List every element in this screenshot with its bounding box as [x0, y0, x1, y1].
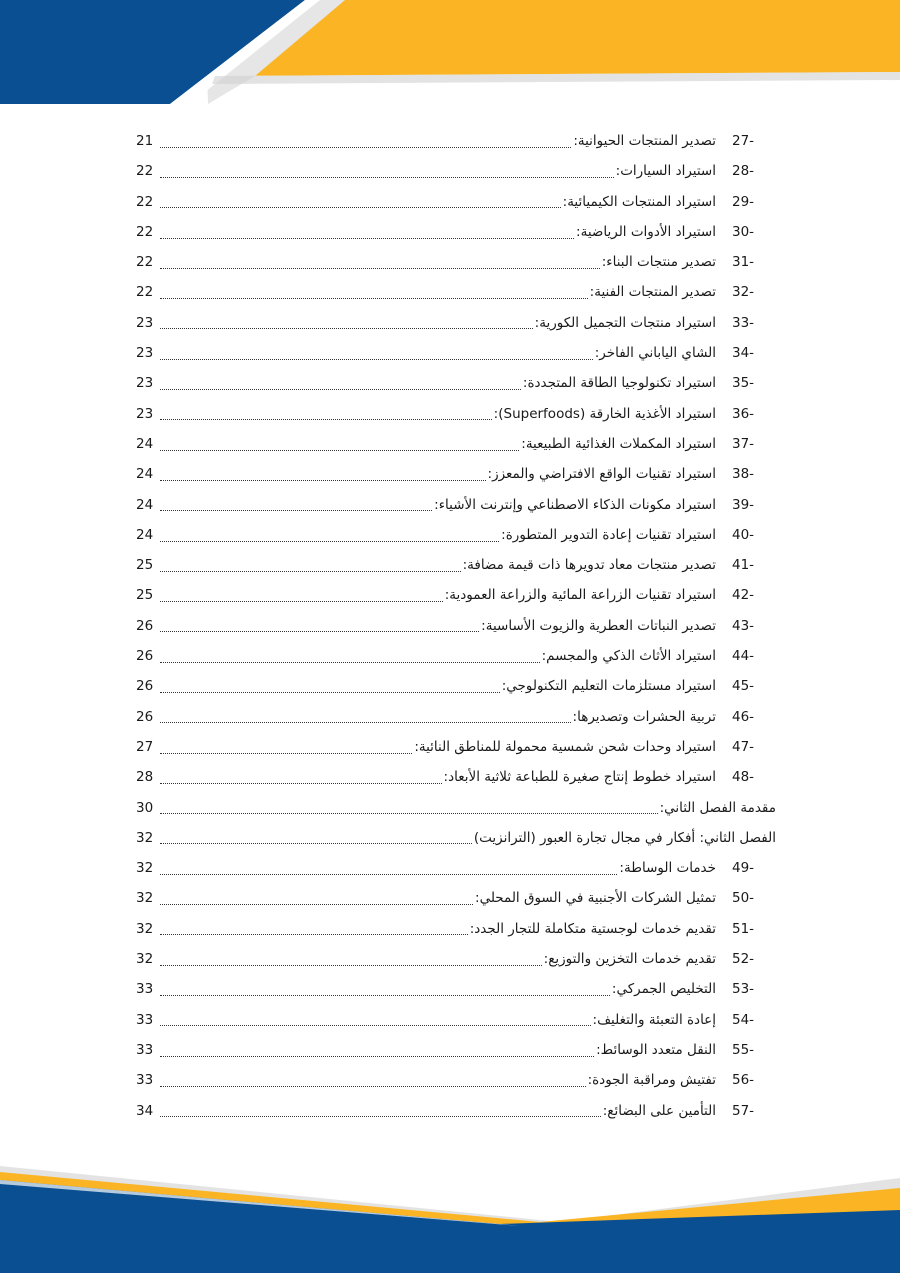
toc-entry-page: 33 — [136, 1041, 154, 1058]
toc-entry-number: 44- — [732, 648, 755, 665]
dot-leader — [160, 450, 519, 451]
toc-entry-number: 41- — [732, 557, 755, 574]
dot-leader — [160, 207, 561, 208]
toc-entry[interactable] — [136, 853, 776, 883]
toc-entry-page: 32 — [136, 860, 154, 877]
toc-entry-number: 37- — [732, 435, 755, 452]
toc-entry-number: 33- — [732, 314, 755, 331]
toc-entry[interactable] — [136, 126, 776, 156]
toc-entry-page: 25 — [136, 557, 154, 574]
toc-entry-title: استيراد وحدات شحن شمسية محمولة للمناطق النائية: — [414, 738, 716, 755]
dot-leader — [160, 904, 473, 905]
toc-entry-page: 28 — [136, 769, 154, 786]
toc-entry-page: 32 — [136, 951, 154, 968]
toc-entry-title: استيراد تقنيات الزراعة المائية والزراعة العمودية: — [444, 587, 716, 604]
toc-entry-title: تربية الحشرات وتصديرها: — [572, 708, 716, 725]
toc-entry-title: استيراد مكونات الذكاء الاصطناعي وإنترنت الأشياء: — [434, 496, 716, 513]
toc-entry-title: تفتيش ومراقبة الجودة: — [587, 1072, 716, 1089]
toc-entry-number: 40- — [732, 526, 755, 543]
toc-entry-number: 57- — [732, 1102, 755, 1119]
toc-entry[interactable] — [136, 247, 776, 277]
dot-leader — [160, 813, 658, 814]
dot-leader — [160, 480, 486, 481]
toc-entry[interactable] — [136, 1065, 776, 1095]
toc-entry-title: تقديم خدمات لوجستية متكاملة للتجار الجدد: — [469, 920, 716, 937]
dot-leader — [160, 965, 542, 966]
toc-entry-title: الشاي الياباني الفاخر: — [594, 345, 716, 362]
toc-entry-number: 31- — [732, 254, 755, 271]
dot-leader — [160, 995, 610, 996]
toc-entry[interactable] — [136, 277, 776, 307]
toc-entry[interactable] — [136, 914, 776, 944]
toc-entry-number: 32- — [732, 284, 755, 301]
toc-entry[interactable] — [136, 702, 776, 732]
header-decoration — [0, 0, 900, 110]
toc-entry-title: تمثيل الشركات الأجنبية في السوق المحلي: — [475, 890, 716, 907]
toc-entry[interactable] — [136, 156, 776, 186]
toc-entry-page: 33 — [136, 1072, 154, 1089]
dot-leader — [160, 1086, 586, 1087]
dot-leader — [160, 1056, 594, 1057]
toc-entry-number: 36- — [732, 405, 755, 422]
dot-leader — [160, 843, 472, 844]
toc-entry-title: استيراد السيارات: — [615, 163, 716, 180]
toc-entry-page: 21 — [136, 133, 154, 149]
toc-entry-number: 42- — [732, 587, 755, 604]
toc-entry-page: 22 — [136, 254, 154, 271]
toc-entry-title: تصدير المنتجات الحيوانية: — [573, 133, 716, 149]
toc-entry[interactable] — [136, 459, 776, 489]
toc-entry-page: 27 — [136, 738, 154, 755]
dot-leader — [160, 783, 442, 784]
toc-entry[interactable] — [136, 520, 776, 550]
toc-entry-title: استيراد مستلزمات التعليم التكنولوجي: — [501, 678, 716, 695]
toc-entry[interactable] — [136, 399, 776, 429]
toc-entry[interactable] — [136, 732, 776, 762]
toc-entry-title: استيراد تقنيات الواقع الافتراضي والمعزز: — [487, 466, 716, 483]
toc-entry-title: التخليص الجمركي: — [611, 981, 716, 998]
toc-entry-page: 22 — [136, 284, 154, 301]
toc-entry-title: استيراد الأغذية الخارقة (Superfoods): — [493, 405, 716, 422]
toc-entry-title: مقدمة الفصل الثاني: — [659, 799, 776, 816]
toc-entry-page: 32 — [136, 920, 154, 937]
toc-entry-page: 26 — [136, 648, 154, 665]
toc-entry-page: 24 — [136, 466, 154, 483]
toc-entry[interactable] — [136, 793, 776, 823]
toc-entry-page: 22 — [136, 193, 154, 210]
toc-entry-page: 32 — [136, 829, 154, 846]
toc-entry-number: 51- — [732, 920, 755, 937]
toc-entry-title: تصدير منتجات معاد تدويرها ذات قيمة مضافة: — [462, 557, 716, 574]
dot-leader — [160, 601, 443, 602]
toc-entry[interactable] — [136, 1005, 776, 1035]
toc-entry-page: 22 — [136, 223, 154, 240]
toc-entry-number: 47- — [732, 738, 755, 755]
toc-entry-page: 23 — [136, 345, 154, 362]
toc-entry-page: 24 — [136, 496, 154, 513]
toc-entry[interactable] — [136, 641, 776, 671]
toc-entry-page: 22 — [136, 163, 154, 180]
toc-entry-title: تقديم خدمات التخزين والتوزيع: — [543, 951, 716, 968]
toc-entry[interactable] — [136, 187, 776, 217]
toc-entry[interactable] — [136, 490, 776, 520]
dot-leader — [160, 419, 492, 420]
toc-entry-page: 23 — [136, 375, 154, 392]
dot-leader — [160, 298, 588, 299]
toc-entry-page: 24 — [136, 435, 154, 452]
toc-entry-number: 43- — [732, 617, 755, 634]
toc-entry[interactable] — [136, 762, 776, 792]
dot-leader — [160, 692, 500, 693]
toc-entry-number: 28- — [732, 163, 755, 180]
table-of-contents — [136, 126, 776, 1126]
dot-leader — [160, 541, 499, 542]
dot-leader — [160, 389, 521, 390]
toc-entry-title: استيراد تقنيات إعادة التدوير المتطورة: — [501, 526, 716, 543]
toc-entry[interactable] — [136, 611, 776, 641]
toc-entry-number: 29- — [732, 193, 755, 210]
toc-entry-number: 48- — [732, 769, 755, 786]
dot-leader — [160, 722, 571, 723]
toc-entry-page: 25 — [136, 587, 154, 604]
dot-leader — [160, 359, 593, 360]
toc-entry-number: 50- — [732, 890, 755, 907]
toc-entry-page: 23 — [136, 314, 154, 331]
toc-entry[interactable] — [136, 1035, 776, 1065]
dot-leader — [160, 177, 614, 178]
toc-entry[interactable] — [136, 429, 776, 459]
toc-entry-number: 34- — [732, 345, 755, 362]
toc-entry-number: 30- — [732, 223, 755, 240]
toc-entry-number: 52- — [732, 951, 755, 968]
toc-entry-page: 33 — [136, 1011, 154, 1028]
toc-entry[interactable] — [136, 944, 776, 974]
toc-entry-number: 45- — [732, 678, 755, 695]
toc-entry[interactable] — [136, 883, 776, 913]
dot-leader — [160, 631, 479, 632]
toc-entry[interactable] — [136, 823, 776, 853]
dot-leader — [160, 571, 461, 572]
toc-entry-page: 32 — [136, 890, 154, 907]
toc-entry[interactable] — [136, 1096, 776, 1126]
toc-entry-title: تصدير النباتات العطرية والزيوت الأساسية: — [481, 617, 716, 634]
toc-entry-number: 56- — [732, 1072, 755, 1089]
toc-entry-number: 38- — [732, 466, 755, 483]
dot-leader — [160, 874, 617, 875]
toc-entry-number: 53- — [732, 981, 755, 998]
toc-entry-number: 39- — [732, 496, 755, 513]
toc-entry-page: 33 — [136, 981, 154, 998]
toc-entry-number: 49- — [732, 860, 755, 877]
footer-decoration — [0, 1158, 900, 1273]
toc-entry-page: 34 — [136, 1102, 154, 1119]
toc-entry[interactable] — [136, 368, 776, 398]
toc-entry-title: خدمات الوساطة: — [619, 860, 716, 877]
toc-entry[interactable] — [136, 580, 776, 610]
toc-entry-page: 26 — [136, 708, 154, 725]
dot-leader — [160, 268, 600, 269]
dot-leader — [160, 1116, 601, 1117]
dot-leader — [160, 147, 571, 148]
toc-entry-title: استيراد خطوط إنتاج صغيرة للطباعة ثلاثية الأبعاد: — [443, 769, 716, 786]
toc-entry[interactable] — [136, 338, 776, 368]
toc-entry-number: 46- — [732, 708, 755, 725]
dot-leader — [160, 662, 540, 663]
toc-entry-number: 35- — [732, 375, 755, 392]
toc-entry-page: 24 — [136, 526, 154, 543]
toc-entry-title: التأمين على البضائع: — [602, 1102, 716, 1119]
toc-entry[interactable] — [136, 550, 776, 580]
toc-entry-title: الفصل الثاني: أفكار في مجال تجارة العبور (الترانزيت) — [473, 829, 776, 846]
toc-entry-title: استيراد تكنولوجيا الطاقة المتجددة: — [522, 375, 716, 392]
toc-entry[interactable] — [136, 671, 776, 701]
toc-entry-page: 26 — [136, 617, 154, 634]
dot-leader — [160, 328, 533, 329]
toc-entry-title: تصدير منتجات البناء: — [601, 254, 716, 271]
toc-entry-title: النقل متعدد الوسائط: — [596, 1041, 716, 1058]
dot-leader — [160, 238, 574, 239]
toc-entry-title: إعادة التعبئة والتغليف: — [592, 1011, 716, 1028]
toc-entry[interactable] — [136, 974, 776, 1004]
dot-leader — [160, 934, 468, 935]
toc-entry-title: استيراد الأدوات الرياضية: — [576, 223, 716, 240]
toc-entry-number: 54- — [732, 1011, 755, 1028]
dot-leader — [160, 753, 412, 754]
toc-entry[interactable] — [136, 217, 776, 247]
dot-leader — [160, 510, 432, 511]
toc-entry-number: 27- — [732, 133, 755, 149]
toc-entry-title: استيراد المكملات الغذائية الطبيعية: — [521, 435, 716, 452]
toc-entry-title: استيراد الأثاث الذكي والمجسم: — [541, 648, 716, 665]
toc-entry-page: 23 — [136, 405, 154, 422]
toc-entry-title: تصدير المنتجات الفنية: — [589, 284, 716, 301]
toc-entry[interactable] — [136, 308, 776, 338]
toc-entry-page: 26 — [136, 678, 154, 695]
toc-entry-number: 55- — [732, 1041, 755, 1058]
toc-entry-page: 30 — [136, 799, 154, 816]
toc-entry-title: استيراد المنتجات الكيميائية: — [562, 193, 716, 210]
toc-entry-title: استيراد منتجات التجميل الكورية: — [534, 314, 716, 331]
dot-leader — [160, 1025, 591, 1026]
